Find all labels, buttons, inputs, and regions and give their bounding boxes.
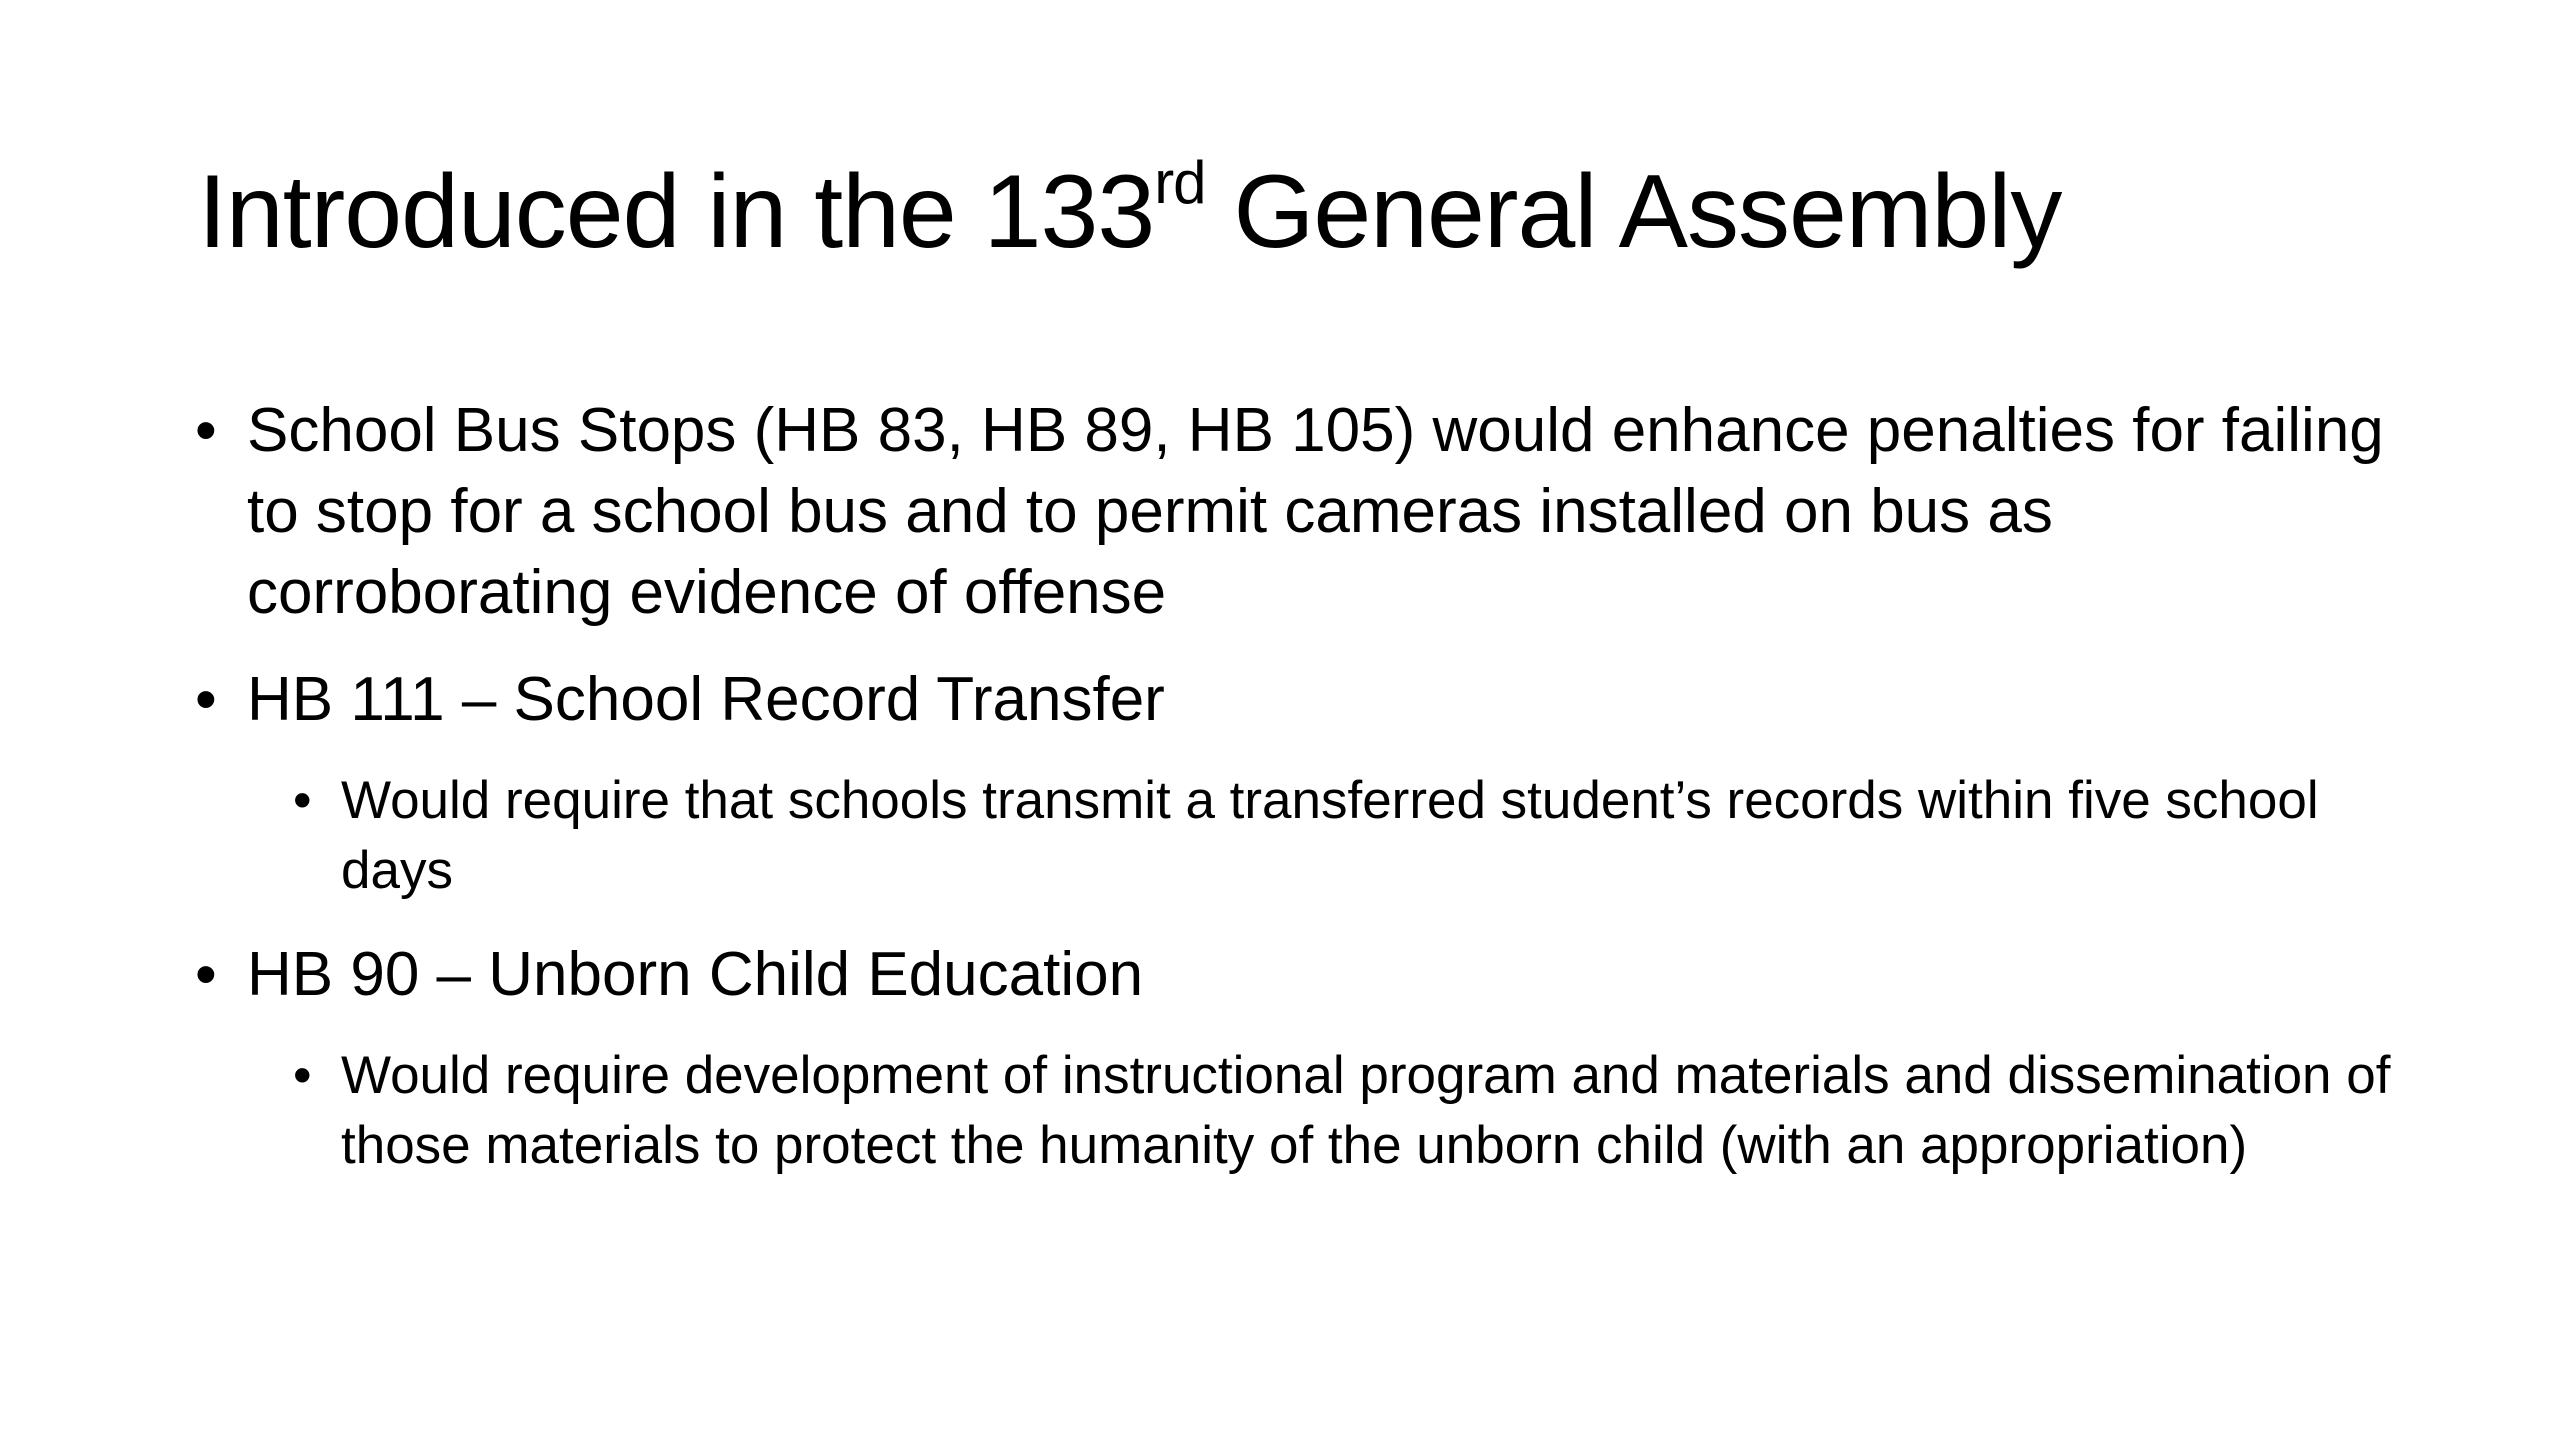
bullet-hb-111: • HB 111 – School Record Transfer	[195, 659, 2395, 740]
bullet-hb-90: • HB 90 – Unborn Child Education	[195, 934, 2395, 1015]
sub-bullet-hb-90: • Would require development of instructional program and materials and dissemination of those materials to protect the humanity of the unborn child (with an appropriation)	[293, 1041, 2441, 1181]
bullet-list	[195, 390, 2395, 1209]
sub-bullet-hb-111: • Would require that schools transmit a transferred student’s records within five school days	[293, 766, 2441, 906]
bullet-school-bus-stops: • School Bus Stops (HB 83, HB 89, HB 105) would enhance penalties for failing to stop for a school bus and to permit cameras installed on bus as corroborating evidence of offense	[195, 390, 2395, 633]
title-suffix: General Assembly	[1205, 154, 2062, 270]
title-prefix: Introduced in the 133	[198, 154, 1155, 270]
title-superscript: rd	[1154, 149, 1206, 216]
slide-title	[198, 142, 2061, 297]
